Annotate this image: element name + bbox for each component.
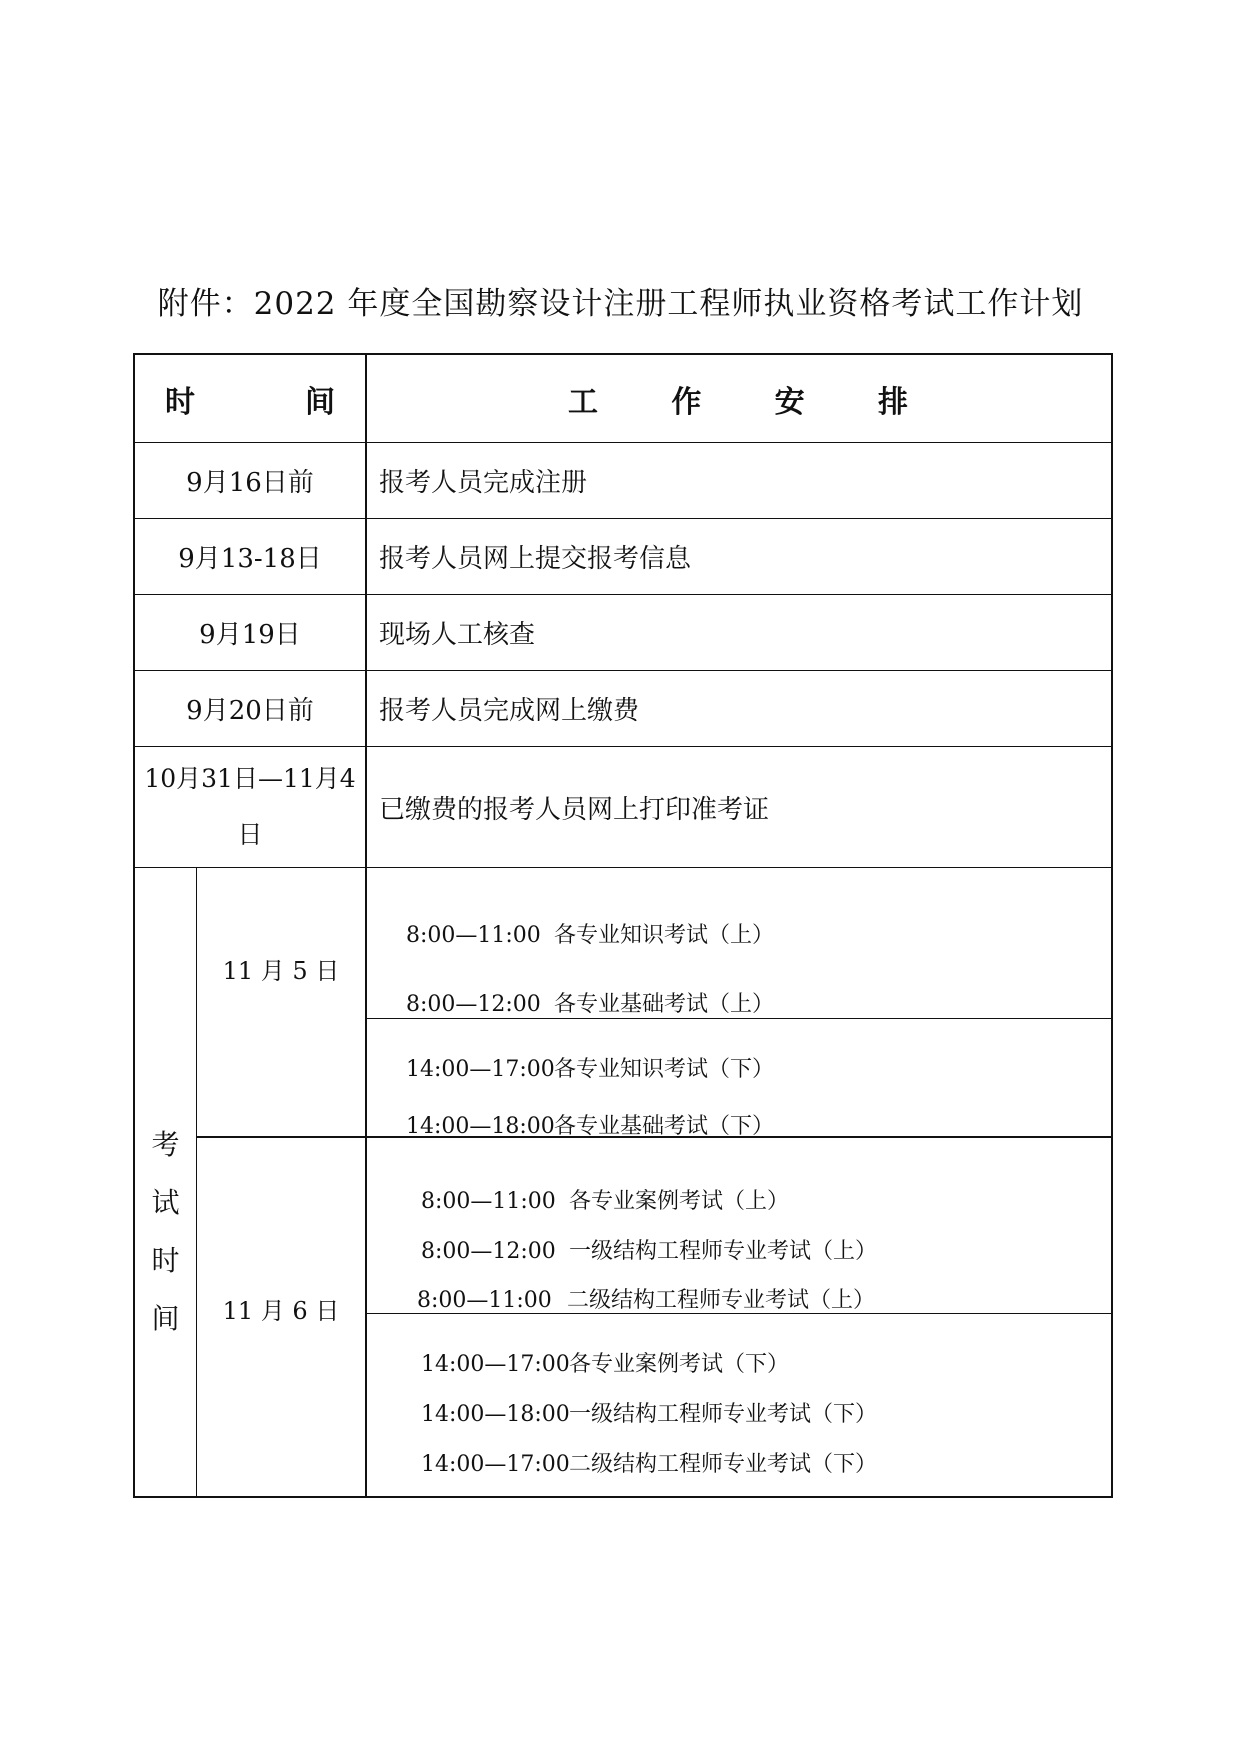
exam-slot-subject: 二级结构工程师专业考试（上） bbox=[566, 1288, 875, 1313]
exam-slot-subject: 各专业基础考试（上） bbox=[553, 992, 774, 1017]
header-work-char-4: 排 bbox=[877, 384, 908, 420]
exam-slot-time: 8:00—11:00 bbox=[420, 1189, 556, 1214]
header-time-char-2: 间 bbox=[305, 384, 335, 420]
exam-slot-subject: 二级结构工程师专业考试（下） bbox=[568, 1452, 877, 1477]
exam-day-1-date: 11 月 5 日 bbox=[222, 956, 340, 985]
exam-slot-time: 14:00—18:00 bbox=[420, 1402, 570, 1427]
row-4-task: 报考人员完成网上缴费 bbox=[379, 696, 640, 726]
exam-slot-subject: 各专业知识考试（上） bbox=[553, 923, 774, 948]
exam-slot bbox=[393, 1422, 877, 1503]
row-3-time: 9月19日 bbox=[199, 620, 301, 650]
exam-label-char-4: 间 bbox=[151, 1302, 180, 1335]
exam-slot-time: 14:00—18:00 bbox=[405, 1114, 555, 1139]
exam-label-char-2: 试 bbox=[151, 1186, 180, 1219]
exam-day-2-date: 11 月 6 日 bbox=[222, 1296, 340, 1325]
exam-slot-time: 14:00—17:00 bbox=[420, 1452, 570, 1477]
exam-slot-subject: 各专业案例考试（上） bbox=[568, 1189, 789, 1214]
header-work-char-3: 安 bbox=[774, 384, 805, 420]
document-title: 附件：2022 年度全国勘察设计注册工程师执业资格考试工作计划 bbox=[157, 286, 1084, 322]
header-work-char-1: 工 bbox=[568, 384, 598, 420]
row-1-task: 报考人员完成注册 bbox=[379, 468, 588, 498]
exam-slot-time: 8:00—11:00 bbox=[416, 1288, 552, 1313]
exam-slot-subject: 各专业知识考试（下） bbox=[553, 1057, 774, 1082]
schedule-table bbox=[133, 353, 1113, 1498]
exam-slot-time: 8:00—12:00 bbox=[420, 1239, 556, 1264]
exam-slot-subject: 一级结构工程师专业考试（上） bbox=[568, 1239, 877, 1264]
row-2-time: 9月13-18日 bbox=[178, 544, 322, 574]
exam-label-char-1: 考 bbox=[151, 1128, 180, 1161]
exam-slot-time: 14:00—17:00 bbox=[420, 1352, 570, 1377]
header-work bbox=[568, 355, 908, 442]
exam-slot bbox=[378, 1084, 774, 1165]
header-work-char-2: 作 bbox=[671, 384, 702, 420]
exam-time-label bbox=[135, 868, 196, 1496]
row-5-task: 已缴费的报考人员网上打印准考证 bbox=[379, 794, 770, 825]
exam-slot-time: 14:00—17:00 bbox=[405, 1057, 555, 1082]
exam-slot-subject: 各专业基础考试（下） bbox=[553, 1114, 774, 1139]
row-4-time: 9月20日前 bbox=[186, 696, 314, 726]
exam-slot-time: 8:00—11:00 bbox=[405, 923, 541, 948]
row-3-task: 现场人工核查 bbox=[379, 620, 536, 650]
row-1-time: 9月16日前 bbox=[186, 468, 314, 498]
exam-label-char-3: 时 bbox=[151, 1244, 180, 1277]
row-5-time: 10月31日—11月4日 bbox=[144, 764, 356, 849]
exam-slot-subject: 各专业案例考试（下） bbox=[568, 1352, 789, 1377]
header-time-char-1: 时 bbox=[165, 384, 195, 420]
header-time bbox=[165, 355, 335, 442]
exam-slot-time: 8:00—12:00 bbox=[405, 992, 541, 1017]
row-2-task: 报考人员网上提交报考信息 bbox=[379, 544, 692, 574]
exam-slot-subject: 一级结构工程师专业考试（下） bbox=[568, 1402, 877, 1427]
